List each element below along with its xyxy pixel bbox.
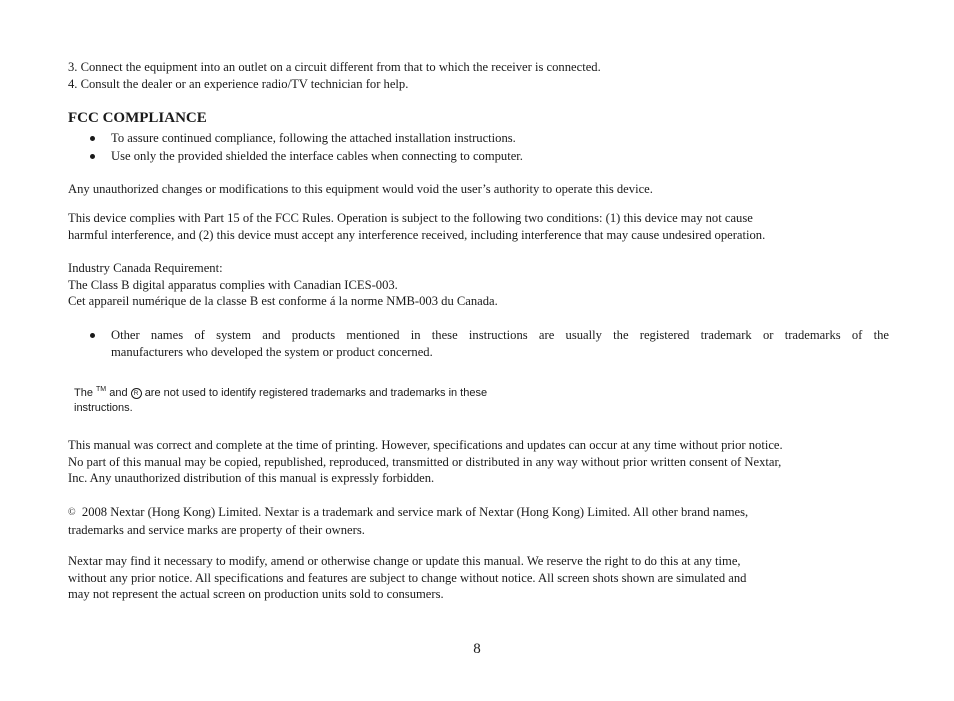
tm-note-the: The [74,387,93,399]
bullet-icon [90,136,95,141]
fcc-bullet-item [68,130,523,147]
manual-notice-paragraph [68,437,783,487]
modify-notice-line: without any prior notice. All specifications and features are subject to change without notice. All screen shots shown are simulated and [68,570,747,585]
part15-line: This device complies with Part 15 of the FCC Rules. Operation is subject to the following two conditions: (1) this device may not cause [68,211,753,225]
fcc-bullet-text: Use only the provided shielded the interface cables when connecting to computer. [111,148,523,163]
intro-item-3: 3. Connect the equipment into an outlet on a circuit different from that to which the receiver is connected. [68,60,601,74]
industry-canada-line: The Class B digital apparatus complies with Canadian ICES-003. [68,277,398,292]
bullet-icon [90,333,95,338]
fcc-bullet-text: To assure continued compliance, following the attached installation instructions. [111,131,516,145]
fcc-heading: FCC COMPLIANCE [68,110,207,126]
tm-note-rest: are not used to identify registered trademarks and trademarks in these [144,387,488,399]
copyright-text: 2008 Nextar (Hong Kong) Limited. Nextar is a trademark and service mark of Nextar (Hong Kong) Limited. All other brand names, [81,505,749,519]
copyright-line: trademarks and service marks are property of their owners. [68,522,365,537]
trademark-bullet-line: Other names of system and products mentioned in these instructions are usually the registered trademark or trademarks of the [111,328,889,342]
industry-canada-line: Cet appareil numérique de la classe B est conforme á la norme NMB-003 du Canada. [68,294,498,308]
trademark-symbol: TM [96,386,107,393]
modify-notice-line: Nextar may find it necessary to modify, amend or otherwise change or update this manual. We reserve the right to do this at any time, [68,554,741,568]
part15-paragraph [68,210,765,243]
copyright-line [68,504,748,522]
fcc-bullet-list [68,130,523,164]
manual-notice-line: This manual was correct and complete at the time of printing. However, specifications and updates can occur at any time without prior notice. [68,438,783,452]
tm-note-line [74,383,487,401]
intro-items [68,59,601,92]
modify-notice-line: may not represent the actual screen on production units sold to consumers. [68,587,444,601]
bullet-icon [90,154,95,159]
fcc-bullet-item [68,148,523,165]
unauthorized-changes-text [68,181,653,198]
copyright-paragraph [68,504,748,538]
tm-note-and: and [109,387,128,399]
manual-notice-line: No part of this manual may be copied, republished, reproduced, transmitted or distributed in any way without prior written consent of Nextar, [68,454,782,469]
tm-note-line2: instructions. [74,401,133,414]
page-number: 8 [473,641,481,657]
trademark-bullet-item [68,327,889,360]
trademark-bullet-list [68,327,889,360]
manual-notice-line: Inc. Any unauthorized distribution of this manual is expressly forbidden. [68,471,435,485]
intro-item-4: 4. Consult the dealer or an experience radio/TV technician for help. [68,76,409,91]
registered-symbol-icon: R [131,388,142,399]
modify-notice-paragraph [68,553,746,603]
trademark-symbols-note [74,383,487,415]
unauthorized-changes-line: Any unauthorized changes or modifications to this equipment would void the user’s authority to operate this device. [68,182,653,196]
industry-canada-title: Industry Canada Requirement: [68,261,223,275]
industry-canada-block [68,260,498,310]
copyright-symbol: © [68,507,76,518]
part15-line: harmful interference, and (2) this device must accept any interference received, including interference that may cause undesired operation. [68,227,766,242]
trademark-bullet-line: manufacturers who developed the system or product concerned. [111,344,433,359]
